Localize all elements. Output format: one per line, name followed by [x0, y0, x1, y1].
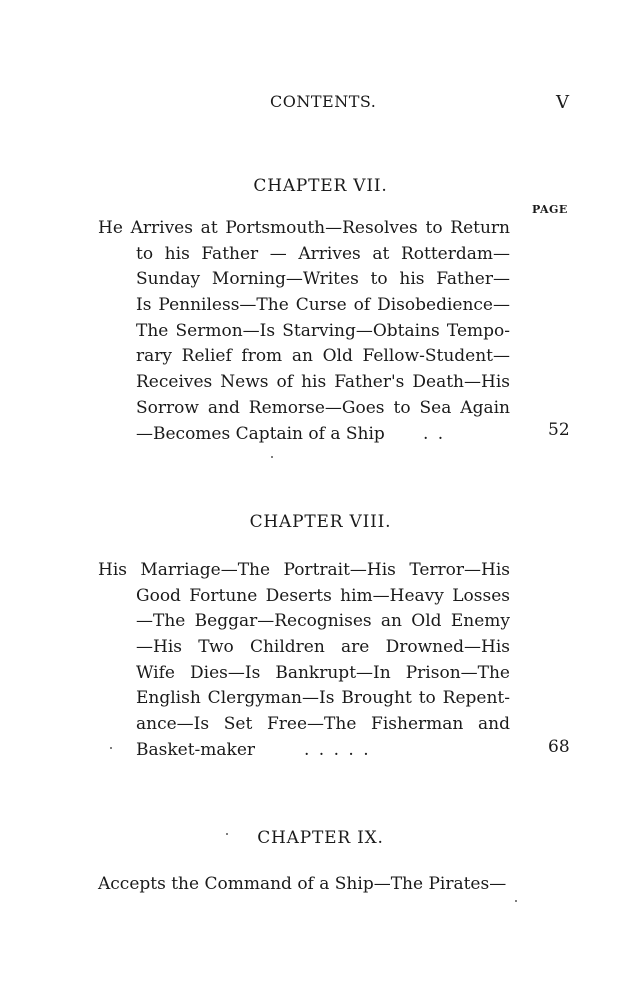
summary-line: English Clergyman—Is Brought to Repent- — [136, 688, 510, 709]
scan-speck — [271, 456, 273, 458]
summary-line: Is Penniless—The Curse of Disobedience— — [136, 295, 510, 316]
summary-line: —His Two Children are Drowned—His — [136, 637, 510, 658]
chapter-viii-summary — [98, 558, 510, 764]
summary-line: The Sermon—Is Starving—Obtains Tempo- — [136, 320, 510, 341]
summary-line: ance—Is Set Free—The Fisherman and — [136, 714, 510, 735]
chapter-heading-viii: CHAPTER VIII. — [249, 512, 392, 532]
summary-line: —The Beggar—Recognises an Old Enemy — [136, 611, 510, 632]
summary-line — [98, 422, 510, 448]
scan-speck — [515, 900, 517, 902]
summary-line: to his Father — Arrives at Rotterdam— — [136, 243, 510, 264]
chapter-vii-summary — [98, 216, 510, 447]
scan-speck — [226, 833, 228, 835]
page-column-label: PAGE — [532, 203, 568, 216]
dot-leader: . . . . . — [304, 739, 371, 760]
summary-line-text: —Becomes Captain of a Ship — [136, 423, 385, 444]
scan-speck — [110, 747, 112, 749]
summary-line: Wife Dies—Is Bankrupt—In Prison—The — [136, 662, 510, 683]
summary-line: Accepts the Command of a Ship—The Pirates— — [98, 874, 507, 894]
chapter-ix-summary — [98, 872, 510, 898]
summary-line: Sorrow and Remorse—Goes to Sea Again — [136, 397, 510, 418]
summary-line: His Marriage—The Portrait—His Terror—His — [98, 560, 510, 580]
page-reference-viii: 68 — [548, 737, 570, 757]
summary-line: He Arrives at Portsmouth—Resolves to Return — [98, 218, 510, 238]
summary-line-text: Basket-maker — [136, 739, 256, 760]
summary-line — [98, 738, 510, 764]
dot-leader: . . — [423, 423, 446, 444]
running-head: CONTENTS. — [270, 92, 377, 111]
summary-line: rary Relief from an Old Fellow-Student— — [136, 346, 510, 367]
chapter-heading-vii: CHAPTER VII. — [253, 176, 388, 196]
summary-line: Good Fortune Deserts him—Heavy Losses — [136, 585, 510, 606]
page-number: V — [556, 92, 569, 113]
summary-line: Receives News of his Father's Death—His — [136, 372, 510, 393]
summary-line: Sunday Morning—Writes to his Father— — [136, 269, 510, 290]
page-reference-vii: 52 — [548, 420, 570, 440]
chapter-heading-ix: CHAPTER IX. — [257, 828, 384, 848]
